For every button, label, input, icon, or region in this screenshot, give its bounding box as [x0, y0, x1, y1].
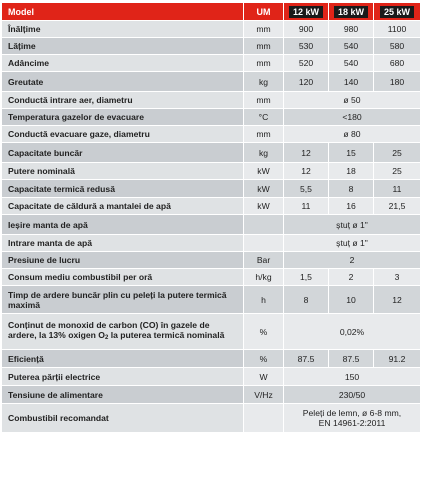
- row-unit: [244, 404, 284, 433]
- row-value-shared: 150: [284, 368, 420, 386]
- row-value: 10: [329, 286, 374, 314]
- row-value-shared: 230/50: [284, 386, 420, 404]
- row-unit: h/kg: [244, 269, 284, 286]
- row-value-shared: 2: [284, 252, 420, 269]
- row-value: 1,5: [284, 269, 329, 286]
- row-unit: kg: [244, 143, 284, 163]
- table-row: [2, 235, 420, 252]
- row-label: Tensiune de alimentare: [2, 386, 244, 404]
- table-row: [2, 350, 420, 368]
- row-value: 87.5: [284, 350, 329, 368]
- row-label: Înălțime: [2, 21, 244, 38]
- row-value: 2: [329, 269, 374, 286]
- row-unit: W: [244, 368, 284, 386]
- row-label: Eficiență: [2, 350, 244, 368]
- table-row: [2, 143, 420, 163]
- row-value: 12: [374, 286, 420, 314]
- table-row: [2, 286, 420, 314]
- row-value-shared: ø 80: [284, 126, 420, 143]
- row-label: Conductă evacuare gaze, diametru: [2, 126, 244, 143]
- row-label: Puterea părții electrice: [2, 368, 244, 386]
- row-label: Ieșire manta de apă: [2, 215, 244, 235]
- table-row: [2, 386, 420, 404]
- row-unit: Bar: [244, 252, 284, 269]
- row-unit: kW: [244, 163, 284, 180]
- row-value-shared: ștuț ø 1": [284, 215, 420, 235]
- row-label: Putere nominală: [2, 163, 244, 180]
- row-value: 1100: [374, 21, 420, 38]
- row-value: 11: [374, 180, 420, 198]
- row-value: 8: [329, 180, 374, 198]
- row-label: Capacitate termică redusă: [2, 180, 244, 198]
- row-value: 21,5: [374, 198, 420, 215]
- row-unit: mm: [244, 21, 284, 38]
- row-value: 540: [329, 38, 374, 55]
- row-value: 580: [374, 38, 420, 55]
- row-value: 680: [374, 55, 420, 72]
- specifications-body: [2, 21, 420, 433]
- row-unit: mm: [244, 55, 284, 72]
- row-label: Combustibil recomandat: [2, 404, 244, 433]
- table-row: [2, 269, 420, 286]
- table-row: [2, 21, 420, 38]
- row-unit: h: [244, 286, 284, 314]
- table-row: [2, 92, 420, 109]
- row-unit: kg: [244, 72, 284, 92]
- header-row: [2, 3, 420, 21]
- row-value: 15: [329, 143, 374, 163]
- row-value-shared: <180: [284, 109, 420, 126]
- row-unit: %: [244, 350, 284, 368]
- table-row: [2, 38, 420, 55]
- row-label: Capacitate buncăr: [2, 143, 244, 163]
- header-model-18kw: 18 kW: [329, 3, 374, 21]
- row-value: 18: [329, 163, 374, 180]
- row-value: 980: [329, 21, 374, 38]
- table-row: [2, 198, 420, 215]
- row-unit: %: [244, 314, 284, 350]
- table-row: [2, 314, 420, 350]
- table-row: [2, 404, 420, 433]
- row-value: 3: [374, 269, 420, 286]
- row-value: 180: [374, 72, 420, 92]
- table-row: [2, 163, 420, 180]
- row-value: 140: [329, 72, 374, 92]
- table-row: [2, 109, 420, 126]
- row-value-shared: Peleți de lemn, ø 6-8 mm, EN 14961-2:2011: [284, 404, 420, 433]
- row-value: 16: [329, 198, 374, 215]
- row-label: Adâncime: [2, 55, 244, 72]
- table-row: [2, 215, 420, 235]
- specifications-table: [2, 3, 420, 433]
- row-label: Greutate: [2, 72, 244, 92]
- row-value: 530: [284, 38, 329, 55]
- row-unit: [244, 235, 284, 252]
- row-label: Intrare manta de apă: [2, 235, 244, 252]
- row-unit: V/Hz: [244, 386, 284, 404]
- row-unit: [244, 215, 284, 235]
- table-row: [2, 55, 420, 72]
- row-label: Presiune de lucru: [2, 252, 244, 269]
- row-label: Conținut de monoxid de carbon (CO) în gazele de ardere, la 13% oxigen O2 la puterea termică nominală: [2, 314, 244, 350]
- row-unit: °C: [244, 109, 284, 126]
- row-value: 5,5: [284, 180, 329, 198]
- table-row: [2, 126, 420, 143]
- header-model-25kw: 25 kW: [374, 3, 420, 21]
- row-label: Temperatura gazelor de evacuare: [2, 109, 244, 126]
- row-label: Capacitate de căldură a mantalei de apă: [2, 198, 244, 215]
- row-unit: mm: [244, 126, 284, 143]
- row-value: 11: [284, 198, 329, 215]
- row-value: 520: [284, 55, 329, 72]
- header-model-12kw: 12 kW: [284, 3, 329, 21]
- table-row: [2, 368, 420, 386]
- row-value-shared: 0,02%: [284, 314, 420, 350]
- row-value: 900: [284, 21, 329, 38]
- row-value: 12: [284, 163, 329, 180]
- row-value: 120: [284, 72, 329, 92]
- table-row: [2, 72, 420, 92]
- row-value: 540: [329, 55, 374, 72]
- row-value: 91.2: [374, 350, 420, 368]
- row-label: Timp de ardere buncăr plin cu peleți la putere termică maximă: [2, 286, 244, 314]
- row-value: 25: [374, 163, 420, 180]
- table-row: [2, 252, 420, 269]
- row-value-shared: ø 50: [284, 92, 420, 109]
- header-model: Model: [2, 3, 244, 21]
- row-value: 87.5: [329, 350, 374, 368]
- row-label: Lățime: [2, 38, 244, 55]
- row-value-shared: ștuț ø 1": [284, 235, 420, 252]
- row-unit: kW: [244, 180, 284, 198]
- row-unit: mm: [244, 38, 284, 55]
- header-um: UM: [244, 3, 284, 21]
- row-value: 8: [284, 286, 329, 314]
- row-label: Consum mediu combustibil per oră: [2, 269, 244, 286]
- row-value: 12: [284, 143, 329, 163]
- table-row: [2, 180, 420, 198]
- row-label: Conductă intrare aer, diametru: [2, 92, 244, 109]
- row-unit: mm: [244, 92, 284, 109]
- row-unit: kW: [244, 198, 284, 215]
- row-value: 25: [374, 143, 420, 163]
